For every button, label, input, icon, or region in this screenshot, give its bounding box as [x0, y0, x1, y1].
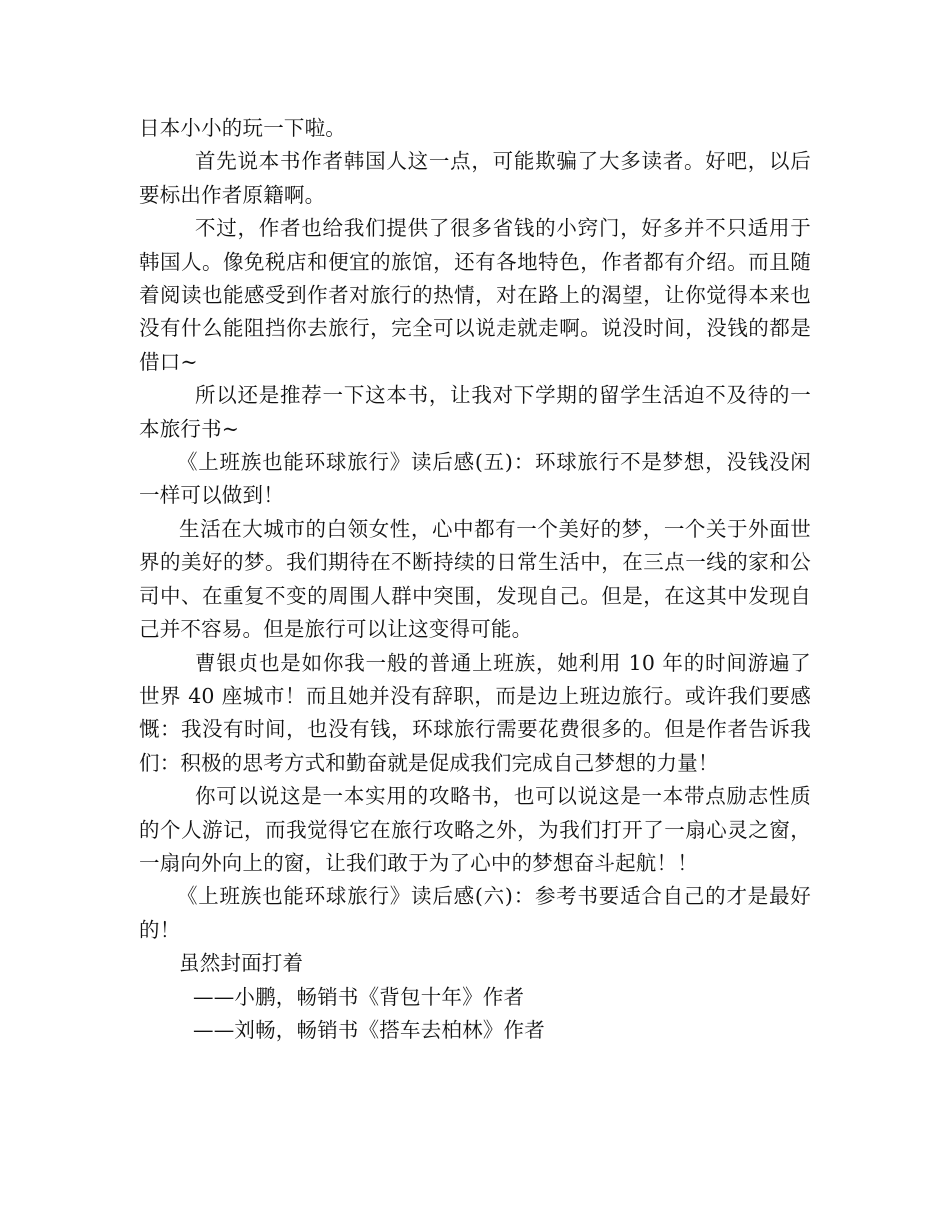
paragraph-10: 虽然封面打着	[179, 951, 304, 976]
endorsement-1: ——小鹏，畅销书《背包十年》作者	[193, 984, 525, 1009]
paragraph-4: 所以还是推荐一下这本书，让我对下学期的留学生活迫不及待的一本旅行书~	[139, 383, 811, 441]
paragraph-8: 你可以说这是一本实用的攻略书，也可以说这是一本带点励志性质的个人游记，而我觉得它在旅行攻略之外，为我们打开了一扇心灵之窗，一扇向外向上的窗，让我们敢于为了心中的梦想奋斗起航！！	[139, 784, 811, 875]
endorsement-2: ——刘畅，畅销书《搭车去柏林》作者	[193, 1017, 545, 1042]
paragraph-1: 日本小小的玩一下啦。	[139, 116, 346, 140]
paragraph-7: 曹银贞也是如你我一般的普通上班族，她利用 10 年的时间游遍了世界 40 座城市！而且她并没有辞职，而是边上班边旅行。或许我们要感慨：我没有时间，也没有钱，环球旅行需要花费很多的。但是作者告诉我们：积极的思考方式和勤奋就是促成我们完成自己梦想的力量！	[139, 650, 811, 775]
document-body	[139, 112, 811, 1047]
review-heading-5: 《上班族也能环球旅行》读后感(五)：环球旅行不是梦想，没钱没闲一样可以做到！	[139, 450, 811, 508]
paragraph-2: 首先说本书作者韩国人这一点，可能欺骗了大多读者。好吧，以后要标出作者原籍啊。	[139, 149, 811, 207]
review-heading-6: 《上班族也能环球旅行》读后感(六)：参考书要适合自己的才是最好的！	[139, 884, 811, 942]
paragraph-3: 不过，作者也给我们提供了很多省钱的小窍门，好多并不只适用于韩国人。像免税店和便宜的旅馆，还有各地特色，作者都有介绍。而且随着阅读也能感受到作者对旅行的热情，对在路上的渴望，让你觉得本来也没有什么能阻挡你去旅行，完全可以说走就走啊。说没时间，没钱的都是借口~	[139, 216, 811, 374]
paragraph-6: 生活在大城市的白领女性，心中都有一个美好的梦，一个关于外面世界的美好的梦。我们期待在不断持续的日常生活中，在三点一线的家和公司中、在重复不变的周围人群中突围，发现自己。但是，在这其中发现自己并不容易。但是旅行可以让这变得可能。	[139, 516, 811, 642]
